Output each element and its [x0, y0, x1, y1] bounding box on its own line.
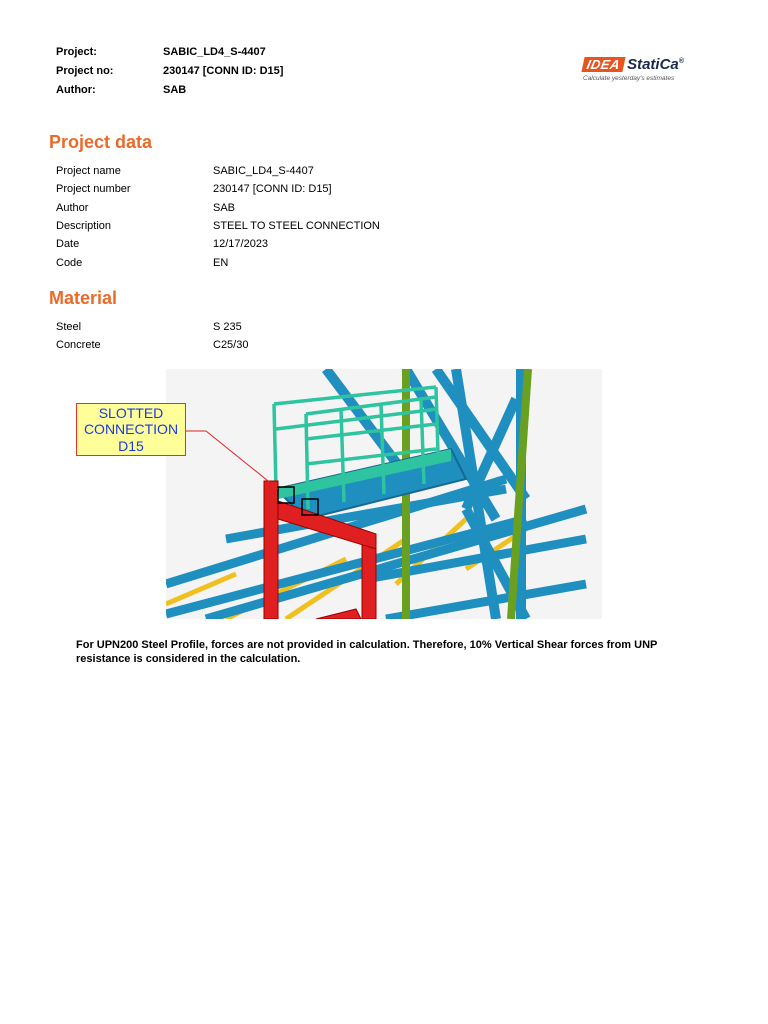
header-label: Project: [56, 46, 97, 58]
header-label: Project no: [56, 65, 114, 77]
header-label: Author: [56, 84, 96, 96]
table-row [56, 180, 380, 198]
table-row [56, 235, 380, 253]
material-table [56, 318, 248, 355]
project-data-table [56, 162, 380, 272]
row-value: STEEL TO STEEL CONNECTION [213, 220, 380, 233]
row-value: SABIC_LD4_S-4407 [213, 165, 314, 178]
table-row [56, 253, 380, 271]
header-row-author [56, 84, 283, 103]
logo-statica-word: StatiCa [627, 56, 679, 73]
row-label: Concrete [56, 339, 101, 352]
header-row-project [56, 46, 283, 65]
logo-idea-mark: IDEA [581, 57, 625, 72]
row-label: Code [56, 256, 83, 269]
row-value: SAB [213, 201, 236, 214]
table-row [56, 199, 380, 217]
logo-statica-text [627, 56, 684, 73]
row-label: Description [56, 220, 112, 233]
slotted-connection-callout [76, 403, 186, 456]
table-row [56, 318, 248, 336]
row-value: C25/30 [213, 339, 249, 352]
row-value: EN [213, 256, 229, 269]
table-row [56, 217, 380, 235]
table-row [56, 336, 248, 354]
header-value: SAB [163, 84, 187, 96]
row-label: Author [56, 201, 89, 214]
row-label: Project name [56, 165, 121, 178]
header-value: 230147 [CONN ID: D15] [163, 65, 284, 77]
idea-statica-logo [583, 56, 713, 90]
structure-3d-model-image [166, 369, 602, 619]
callout-line: D15 [118, 437, 144, 454]
logo-registered-mark: ® [678, 58, 684, 65]
callout-line: CONNECTION [83, 421, 179, 438]
row-value: 12/17/2023 [213, 238, 269, 251]
header-value: SABIC_LD4_S-4407 [163, 46, 266, 58]
logo-tagline: Calculate yesterday's estimates [583, 75, 675, 82]
row-value: S 235 [213, 321, 242, 334]
report-header [56, 46, 283, 103]
section-title-project-data: Project data [49, 132, 153, 152]
table-row [56, 162, 380, 180]
calculation-note: For UPN200 Steel Profile, forces are not provided in calculation. Therefore, 10% Vertical Shear forces from UNP resistance is considered in the calculation. [76, 639, 658, 665]
header-row-project-no [56, 65, 283, 84]
structure-drawing [166, 369, 602, 619]
row-label: Steel [56, 321, 82, 334]
row-label: Project number [56, 183, 131, 196]
callout-line: SLOTTED [98, 404, 164, 421]
row-value: 230147 [CONN ID: D15] [213, 183, 332, 196]
row-label: Date [56, 238, 80, 251]
section-title-material: Material [49, 288, 118, 308]
